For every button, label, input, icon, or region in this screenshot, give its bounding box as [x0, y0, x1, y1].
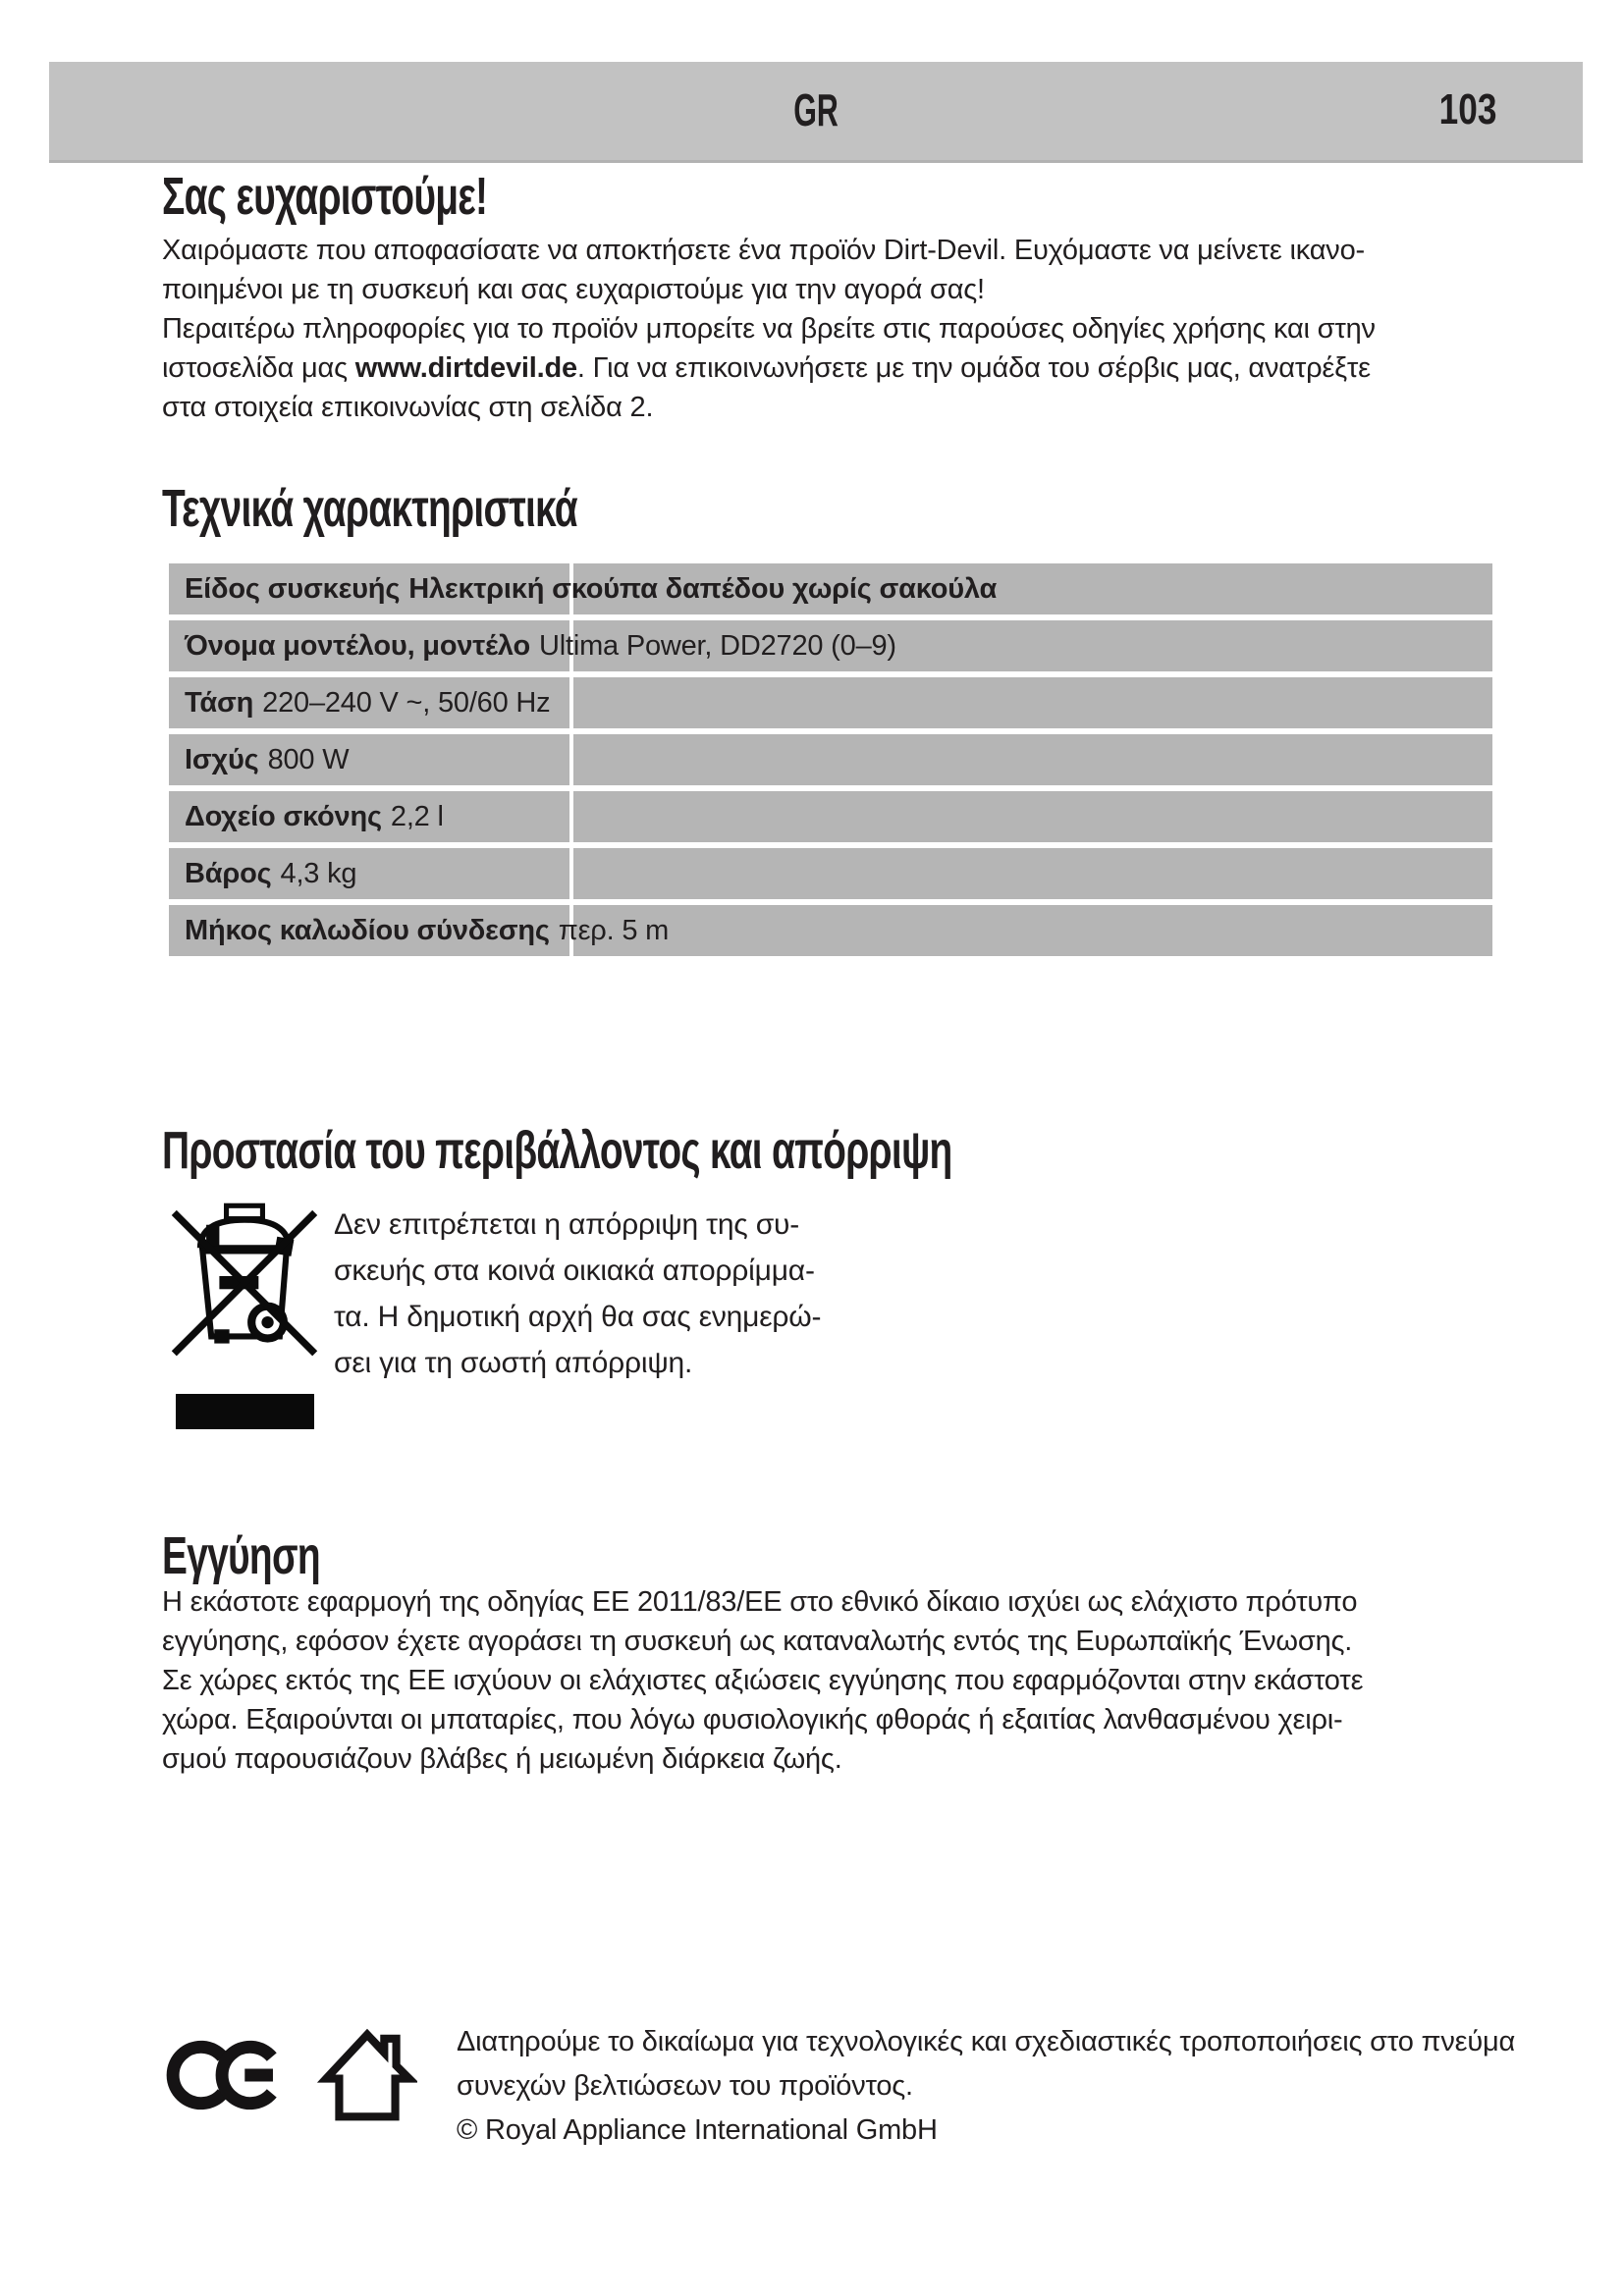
language-label: GR [793, 83, 839, 135]
specs-rows [169, 563, 1492, 956]
row-value: 4,3 kg [280, 858, 357, 889]
row-value: Ultima Power, DD2720 (0–9) [538, 630, 896, 662]
table-row [169, 620, 1492, 671]
row-value: 2,2 l [390, 801, 444, 832]
row-value: περ. 5 m [558, 915, 670, 946]
text-line: ποιημένοι με τη συσκευή και σας ευχαριστούμε για την αγορά σας! [162, 274, 985, 305]
row-label: Τάση [185, 687, 254, 719]
text-line: Η εκάστοτε εφαρμογή της οδηγίας ΕΕ 2011/83/ΕΕ στο εθνικό δίκαιο ισχύει ως ελάχιστο πρότυπο [162, 1586, 1358, 1618]
row-label: Ισχύς [185, 744, 259, 775]
section-title-warranty: Εγγύηση [162, 1526, 320, 1585]
link-suffix: . Για να επικοινωνήσετε με την ομάδα του σέρβις μας, ανατρέξτε [576, 352, 1371, 384]
table-row [169, 848, 1492, 899]
paragraph-warranty [162, 1582, 1363, 1779]
text-line: σμού παρουσιάζουν βλάβες ή μειωμένη διάρκεια ζωής. [162, 1743, 842, 1775]
section-title-specs: Τεχνικά χαρακτηριστικά [162, 479, 577, 538]
text-line-with-link [162, 348, 1376, 388]
text-line: Περαιτέρω πληροφορίες για το προϊόν μπορείτε να βρείτε στις παρούσες οδηγίες χρήσης και στην [162, 313, 1376, 345]
text-line: εγγύησης, εφόσον έχετε αγοράσει τη συσκευή ως καταναλωτής εντός της Ευρωπαϊκής Ένωσης. [162, 1626, 1353, 1657]
text-line: σει για τη σωστή απόρριψη. [334, 1347, 693, 1379]
text-line: τα. Η δημοτική αρχή θα σας ενημερώ- [334, 1301, 822, 1333]
text-line: χώρα. Εξαιρούνται οι μπαταρίες, που λόγω φυσιολογικής φθοράς ή εξαιτίας λανθασμένου χειρι- [162, 1704, 1343, 1735]
header-bar [49, 62, 1583, 163]
table-row [169, 677, 1492, 728]
row-label: Όνομα μοντέλου, μοντέλο [185, 630, 530, 662]
text-line: σκευής στα κοινά οικιακά απορρίμμα- [334, 1255, 815, 1287]
specs-table [169, 563, 1492, 956]
text-line: Σε χώρες εκτός της ΕΕ ισχύουν οι ελάχιστες αξιώσεις εγγύησης που εφαρμόζονται στην εκάστοτε [162, 1665, 1364, 1696]
table-row [169, 791, 1492, 842]
copyright-line: © Royal Appliance International GmbH [457, 2114, 938, 2146]
row-text [185, 791, 1492, 842]
footer-lines [457, 2020, 1515, 2109]
row-text [185, 620, 1492, 671]
text-line: συνεχών βελτιώσεων του προϊόντος. [457, 2070, 913, 2102]
website-url: www.dirtdevil.de [354, 352, 577, 384]
row-value: Ηλεκτρική σκούπα δαπέδου χωρίς σακούλα [408, 573, 998, 605]
row-label: Βάρος [185, 858, 272, 889]
paragraph-thanks [162, 231, 1376, 427]
table-row [169, 905, 1492, 956]
row-value: 800 W [267, 744, 350, 775]
table-row [169, 734, 1492, 785]
footer-note [457, 2020, 1515, 2153]
environment-note [334, 1201, 821, 1386]
weee-black-bar [176, 1394, 314, 1429]
warranty-lines [162, 1582, 1363, 1779]
row-label: Είδος συσκευής [185, 573, 401, 605]
row-value: 220–240 V ~, 50/60 Hz [262, 687, 551, 719]
row-label: Δοχείο σκόνης [185, 801, 382, 832]
row-text [185, 677, 1492, 728]
table-row [169, 563, 1492, 614]
row-text [185, 905, 1492, 956]
weee-crossed-out-bin-icon [162, 1194, 327, 1361]
environment-lines [334, 1201, 821, 1386]
text-line: Χαιρόμαστε που αποφασίσατε να αποκτήσετε ένα προϊόν Dirt-Devil. Ευχόμαστε να μείνετε ικανο- [162, 235, 1365, 266]
row-label: Μήκος καλωδίου σύνδεσης [185, 915, 550, 946]
section-title-thanks: Σας ευχαριστούμε! [162, 167, 488, 226]
link-prefix: ιστοσελίδα μας [162, 352, 355, 384]
row-text [185, 848, 1492, 899]
house-icon [317, 2025, 417, 2123]
row-text [185, 563, 1492, 614]
text-line: στα στοιχεία επικοινωνίας στη σελίδα 2. [162, 392, 654, 423]
section-title-environment: Προστασία του περιβάλλοντος και απόρριψη [162, 1121, 952, 1180]
row-text [185, 734, 1492, 785]
ce-mark-icon [163, 2032, 285, 2118]
paragraph-lines [162, 231, 1376, 348]
page-number: 103 [1438, 85, 1496, 133]
text-line: Διατηρούμε το δικαίωμα για τεχνολογικές και σχεδιαστικές τροποποιήσεις στο πνεύμα [457, 2026, 1516, 2057]
text-line: Δεν επιτρέπεται η απόρριψη της συ- [334, 1208, 800, 1241]
